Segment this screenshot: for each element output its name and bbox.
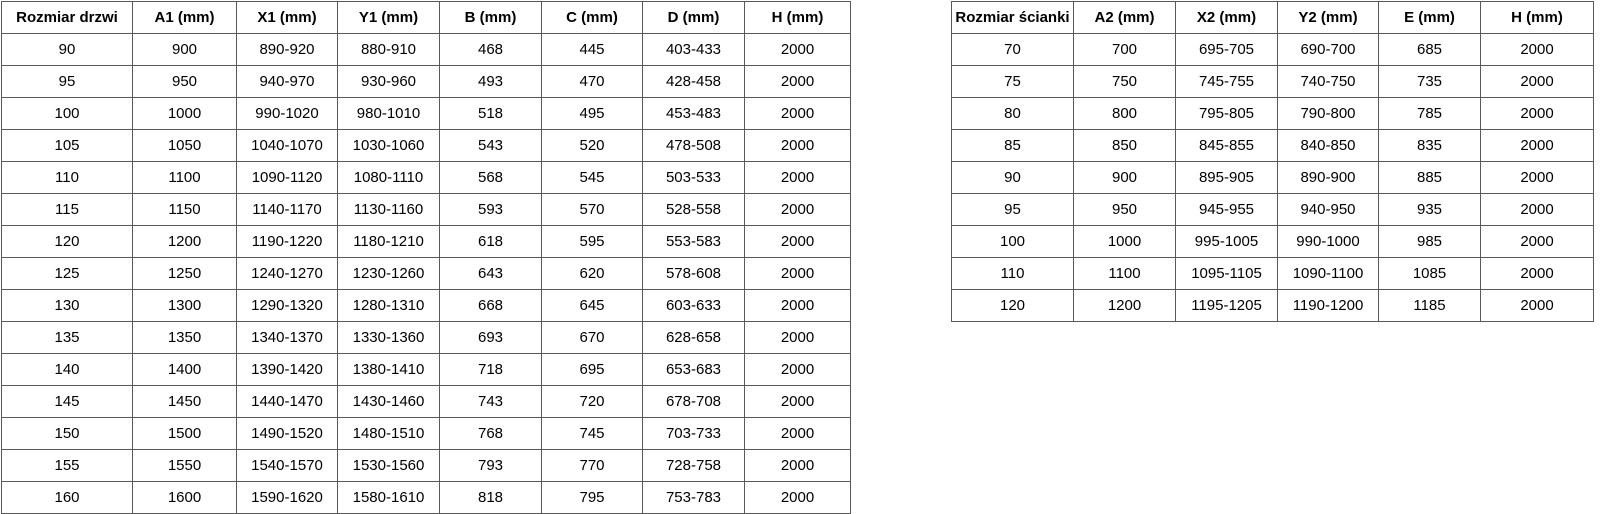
cell: 1240-1270	[237, 258, 338, 290]
cell: 1100	[1074, 258, 1176, 290]
cell: 1090-1100	[1278, 258, 1379, 290]
cell: 75	[952, 66, 1074, 98]
table-row	[952, 98, 1594, 130]
cell: 818	[440, 482, 542, 514]
cell: 770	[542, 450, 643, 482]
cell: 578-608	[643, 258, 745, 290]
table-row	[952, 162, 1594, 194]
cell: 595	[542, 226, 643, 258]
door-table-header-row	[2, 2, 851, 34]
cell: 428-458	[643, 66, 745, 98]
table-row	[952, 226, 1594, 258]
cell: 120	[952, 290, 1074, 322]
header-cell: Y1 (mm)	[338, 2, 440, 34]
door-size-table	[1, 1, 851, 514]
cell: 543	[440, 130, 542, 162]
cell: 795	[542, 482, 643, 514]
header-cell: Rozmiar drzwi	[2, 2, 133, 34]
cell: 90	[952, 162, 1074, 194]
cell: 990-1000	[1278, 226, 1379, 258]
cell: 900	[1074, 162, 1176, 194]
cell: 768	[440, 418, 542, 450]
cell: 470	[542, 66, 643, 98]
header-cell: X2 (mm)	[1176, 2, 1278, 34]
table-row	[2, 354, 851, 386]
wall-table-header-row	[952, 2, 1594, 34]
cell: 1490-1520	[237, 418, 338, 450]
cell: 935	[1379, 194, 1481, 226]
cell: 2000	[745, 162, 851, 194]
cell: 1340-1370	[237, 322, 338, 354]
cell: 493	[440, 66, 542, 98]
cell: 1095-1105	[1176, 258, 1278, 290]
cell: 1550	[133, 450, 237, 482]
cell: 2000	[1481, 194, 1594, 226]
cell: 1430-1460	[338, 386, 440, 418]
table-row	[952, 258, 1594, 290]
cell: 850	[1074, 130, 1176, 162]
header-cell: H (mm)	[1481, 2, 1594, 34]
cell: 95	[2, 66, 133, 98]
cell: 1050	[133, 130, 237, 162]
header-cell: B (mm)	[440, 2, 542, 34]
cell: 115	[2, 194, 133, 226]
cell: 995-1005	[1176, 226, 1278, 258]
cell: 568	[440, 162, 542, 194]
cell: 695-705	[1176, 34, 1278, 66]
cell: 1180-1210	[338, 226, 440, 258]
cell: 135	[2, 322, 133, 354]
cell: 700	[1074, 34, 1176, 66]
cell: 618	[440, 226, 542, 258]
cell: 1130-1160	[338, 194, 440, 226]
cell: 1230-1260	[338, 258, 440, 290]
cell: 1330-1360	[338, 322, 440, 354]
cell: 940-950	[1278, 194, 1379, 226]
cell: 795-805	[1176, 98, 1278, 130]
cell: 95	[952, 194, 1074, 226]
cell: 1195-1205	[1176, 290, 1278, 322]
cell: 1200	[133, 226, 237, 258]
cell: 1300	[133, 290, 237, 322]
cell: 2000	[745, 194, 851, 226]
cell: 735	[1379, 66, 1481, 98]
cell: 90	[2, 34, 133, 66]
cell: 453-483	[643, 98, 745, 130]
cell: 125	[2, 258, 133, 290]
cell: 120	[2, 226, 133, 258]
cell: 900	[133, 34, 237, 66]
cell: 1000	[133, 98, 237, 130]
cell: 1600	[133, 482, 237, 514]
cell: 845-855	[1176, 130, 1278, 162]
cell: 468	[440, 34, 542, 66]
cell: 110	[2, 162, 133, 194]
cell: 1350	[133, 322, 237, 354]
cell: 1250	[133, 258, 237, 290]
cell: 930-960	[338, 66, 440, 98]
cell: 2000	[745, 418, 851, 450]
header-cell: Y2 (mm)	[1278, 2, 1379, 34]
cell: 740-750	[1278, 66, 1379, 98]
header-cell: X1 (mm)	[237, 2, 338, 34]
cell: 1190-1200	[1278, 290, 1379, 322]
cell: 2000	[745, 66, 851, 98]
cell: 1480-1510	[338, 418, 440, 450]
table-row	[2, 66, 851, 98]
cell: 1540-1570	[237, 450, 338, 482]
cell: 950	[133, 66, 237, 98]
cell: 70	[952, 34, 1074, 66]
cell: 2000	[1481, 66, 1594, 98]
cell: 553-583	[643, 226, 745, 258]
table-row	[2, 34, 851, 66]
cell: 1190-1220	[237, 226, 338, 258]
cell: 743	[440, 386, 542, 418]
cell: 835	[1379, 130, 1481, 162]
cell: 2000	[1481, 34, 1594, 66]
header-cell: A1 (mm)	[133, 2, 237, 34]
table-row	[2, 98, 851, 130]
table-row	[2, 450, 851, 482]
cell: 2000	[745, 130, 851, 162]
cell: 2000	[745, 354, 851, 386]
cell: 2000	[745, 290, 851, 322]
door-table-body	[2, 34, 851, 514]
cell: 593	[440, 194, 542, 226]
header-cell: Rozmiar ścianki	[952, 2, 1074, 34]
table-row	[952, 290, 1594, 322]
cell: 2000	[745, 386, 851, 418]
cell: 1290-1320	[237, 290, 338, 322]
cell: 2000	[1481, 290, 1594, 322]
cell: 668	[440, 290, 542, 322]
cell: 628-658	[643, 322, 745, 354]
cell: 1100	[133, 162, 237, 194]
cell: 1380-1410	[338, 354, 440, 386]
table-row	[952, 194, 1594, 226]
cell: 570	[542, 194, 643, 226]
wall-size-table	[951, 1, 1594, 322]
cell: 1000	[1074, 226, 1176, 258]
cell: 1090-1120	[237, 162, 338, 194]
header-cell: H (mm)	[745, 2, 851, 34]
cell: 1040-1070	[237, 130, 338, 162]
cell: 1390-1420	[237, 354, 338, 386]
cell: 685	[1379, 34, 1481, 66]
cell: 1140-1170	[237, 194, 338, 226]
table-row	[952, 66, 1594, 98]
cell: 518	[440, 98, 542, 130]
cell: 2000	[745, 34, 851, 66]
cell: 140	[2, 354, 133, 386]
cell: 885	[1379, 162, 1481, 194]
cell: 110	[952, 258, 1074, 290]
cell: 750	[1074, 66, 1176, 98]
cell: 745	[542, 418, 643, 450]
cell: 100	[952, 226, 1074, 258]
cell: 80	[952, 98, 1074, 130]
cell: 1030-1060	[338, 130, 440, 162]
header-cell: C (mm)	[542, 2, 643, 34]
cell: 2000	[1481, 258, 1594, 290]
wall-table-body	[952, 34, 1594, 322]
cell: 1440-1470	[237, 386, 338, 418]
cell: 1590-1620	[237, 482, 338, 514]
cell: 603-633	[643, 290, 745, 322]
cell: 145	[2, 386, 133, 418]
header-cell: A2 (mm)	[1074, 2, 1176, 34]
cell: 690-700	[1278, 34, 1379, 66]
cell: 85	[952, 130, 1074, 162]
cell: 1500	[133, 418, 237, 450]
cell: 643	[440, 258, 542, 290]
cell: 2000	[745, 482, 851, 514]
table-row	[2, 258, 851, 290]
cell: 880-910	[338, 34, 440, 66]
table-row	[2, 290, 851, 322]
cell: 520	[542, 130, 643, 162]
cell: 793	[440, 450, 542, 482]
cell: 528-558	[643, 194, 745, 226]
cell: 840-850	[1278, 130, 1379, 162]
cell: 645	[542, 290, 643, 322]
cell: 2000	[745, 258, 851, 290]
table-row	[2, 226, 851, 258]
table-row	[952, 130, 1594, 162]
cell: 160	[2, 482, 133, 514]
table-row	[2, 194, 851, 226]
table-row	[2, 482, 851, 514]
table-row	[952, 34, 1594, 66]
cell: 670	[542, 322, 643, 354]
cell: 495	[542, 98, 643, 130]
cell: 718	[440, 354, 542, 386]
header-cell: E (mm)	[1379, 2, 1481, 34]
cell: 1280-1310	[338, 290, 440, 322]
cell: 2000	[1481, 98, 1594, 130]
cell: 1150	[133, 194, 237, 226]
cell: 1085	[1379, 258, 1481, 290]
cell: 950	[1074, 194, 1176, 226]
table-row	[2, 322, 851, 354]
cell: 695	[542, 354, 643, 386]
cell: 478-508	[643, 130, 745, 162]
cell: 100	[2, 98, 133, 130]
cell: 980-1010	[338, 98, 440, 130]
cell: 545	[542, 162, 643, 194]
cell: 753-783	[643, 482, 745, 514]
cell: 2000	[1481, 226, 1594, 258]
cell: 620	[542, 258, 643, 290]
cell: 445	[542, 34, 643, 66]
cell: 1080-1110	[338, 162, 440, 194]
cell: 1530-1560	[338, 450, 440, 482]
cell: 2000	[745, 450, 851, 482]
table-row	[2, 418, 851, 450]
cell: 890-920	[237, 34, 338, 66]
cell: 800	[1074, 98, 1176, 130]
cell: 693	[440, 322, 542, 354]
cell: 155	[2, 450, 133, 482]
cell: 1185	[1379, 290, 1481, 322]
table-row	[2, 162, 851, 194]
cell: 678-708	[643, 386, 745, 418]
table-row	[2, 130, 851, 162]
table-row	[2, 386, 851, 418]
cell: 895-905	[1176, 162, 1278, 194]
cell: 2000	[1481, 130, 1594, 162]
cell: 2000	[1481, 162, 1594, 194]
cell: 703-733	[643, 418, 745, 450]
cell: 785	[1379, 98, 1481, 130]
cell: 940-970	[237, 66, 338, 98]
cell: 2000	[745, 98, 851, 130]
cell: 790-800	[1278, 98, 1379, 130]
cell: 403-433	[643, 34, 745, 66]
cell: 945-955	[1176, 194, 1278, 226]
cell: 503-533	[643, 162, 745, 194]
cell: 1580-1610	[338, 482, 440, 514]
cell: 130	[2, 290, 133, 322]
cell: 728-758	[643, 450, 745, 482]
cell: 653-683	[643, 354, 745, 386]
cell: 720	[542, 386, 643, 418]
header-cell: D (mm)	[643, 2, 745, 34]
cell: 1450	[133, 386, 237, 418]
cell: 2000	[745, 322, 851, 354]
cell: 745-755	[1176, 66, 1278, 98]
cell: 1200	[1074, 290, 1176, 322]
cell: 990-1020	[237, 98, 338, 130]
cell: 2000	[745, 226, 851, 258]
cell: 150	[2, 418, 133, 450]
cell: 890-900	[1278, 162, 1379, 194]
cell: 1400	[133, 354, 237, 386]
cell: 985	[1379, 226, 1481, 258]
cell: 105	[2, 130, 133, 162]
